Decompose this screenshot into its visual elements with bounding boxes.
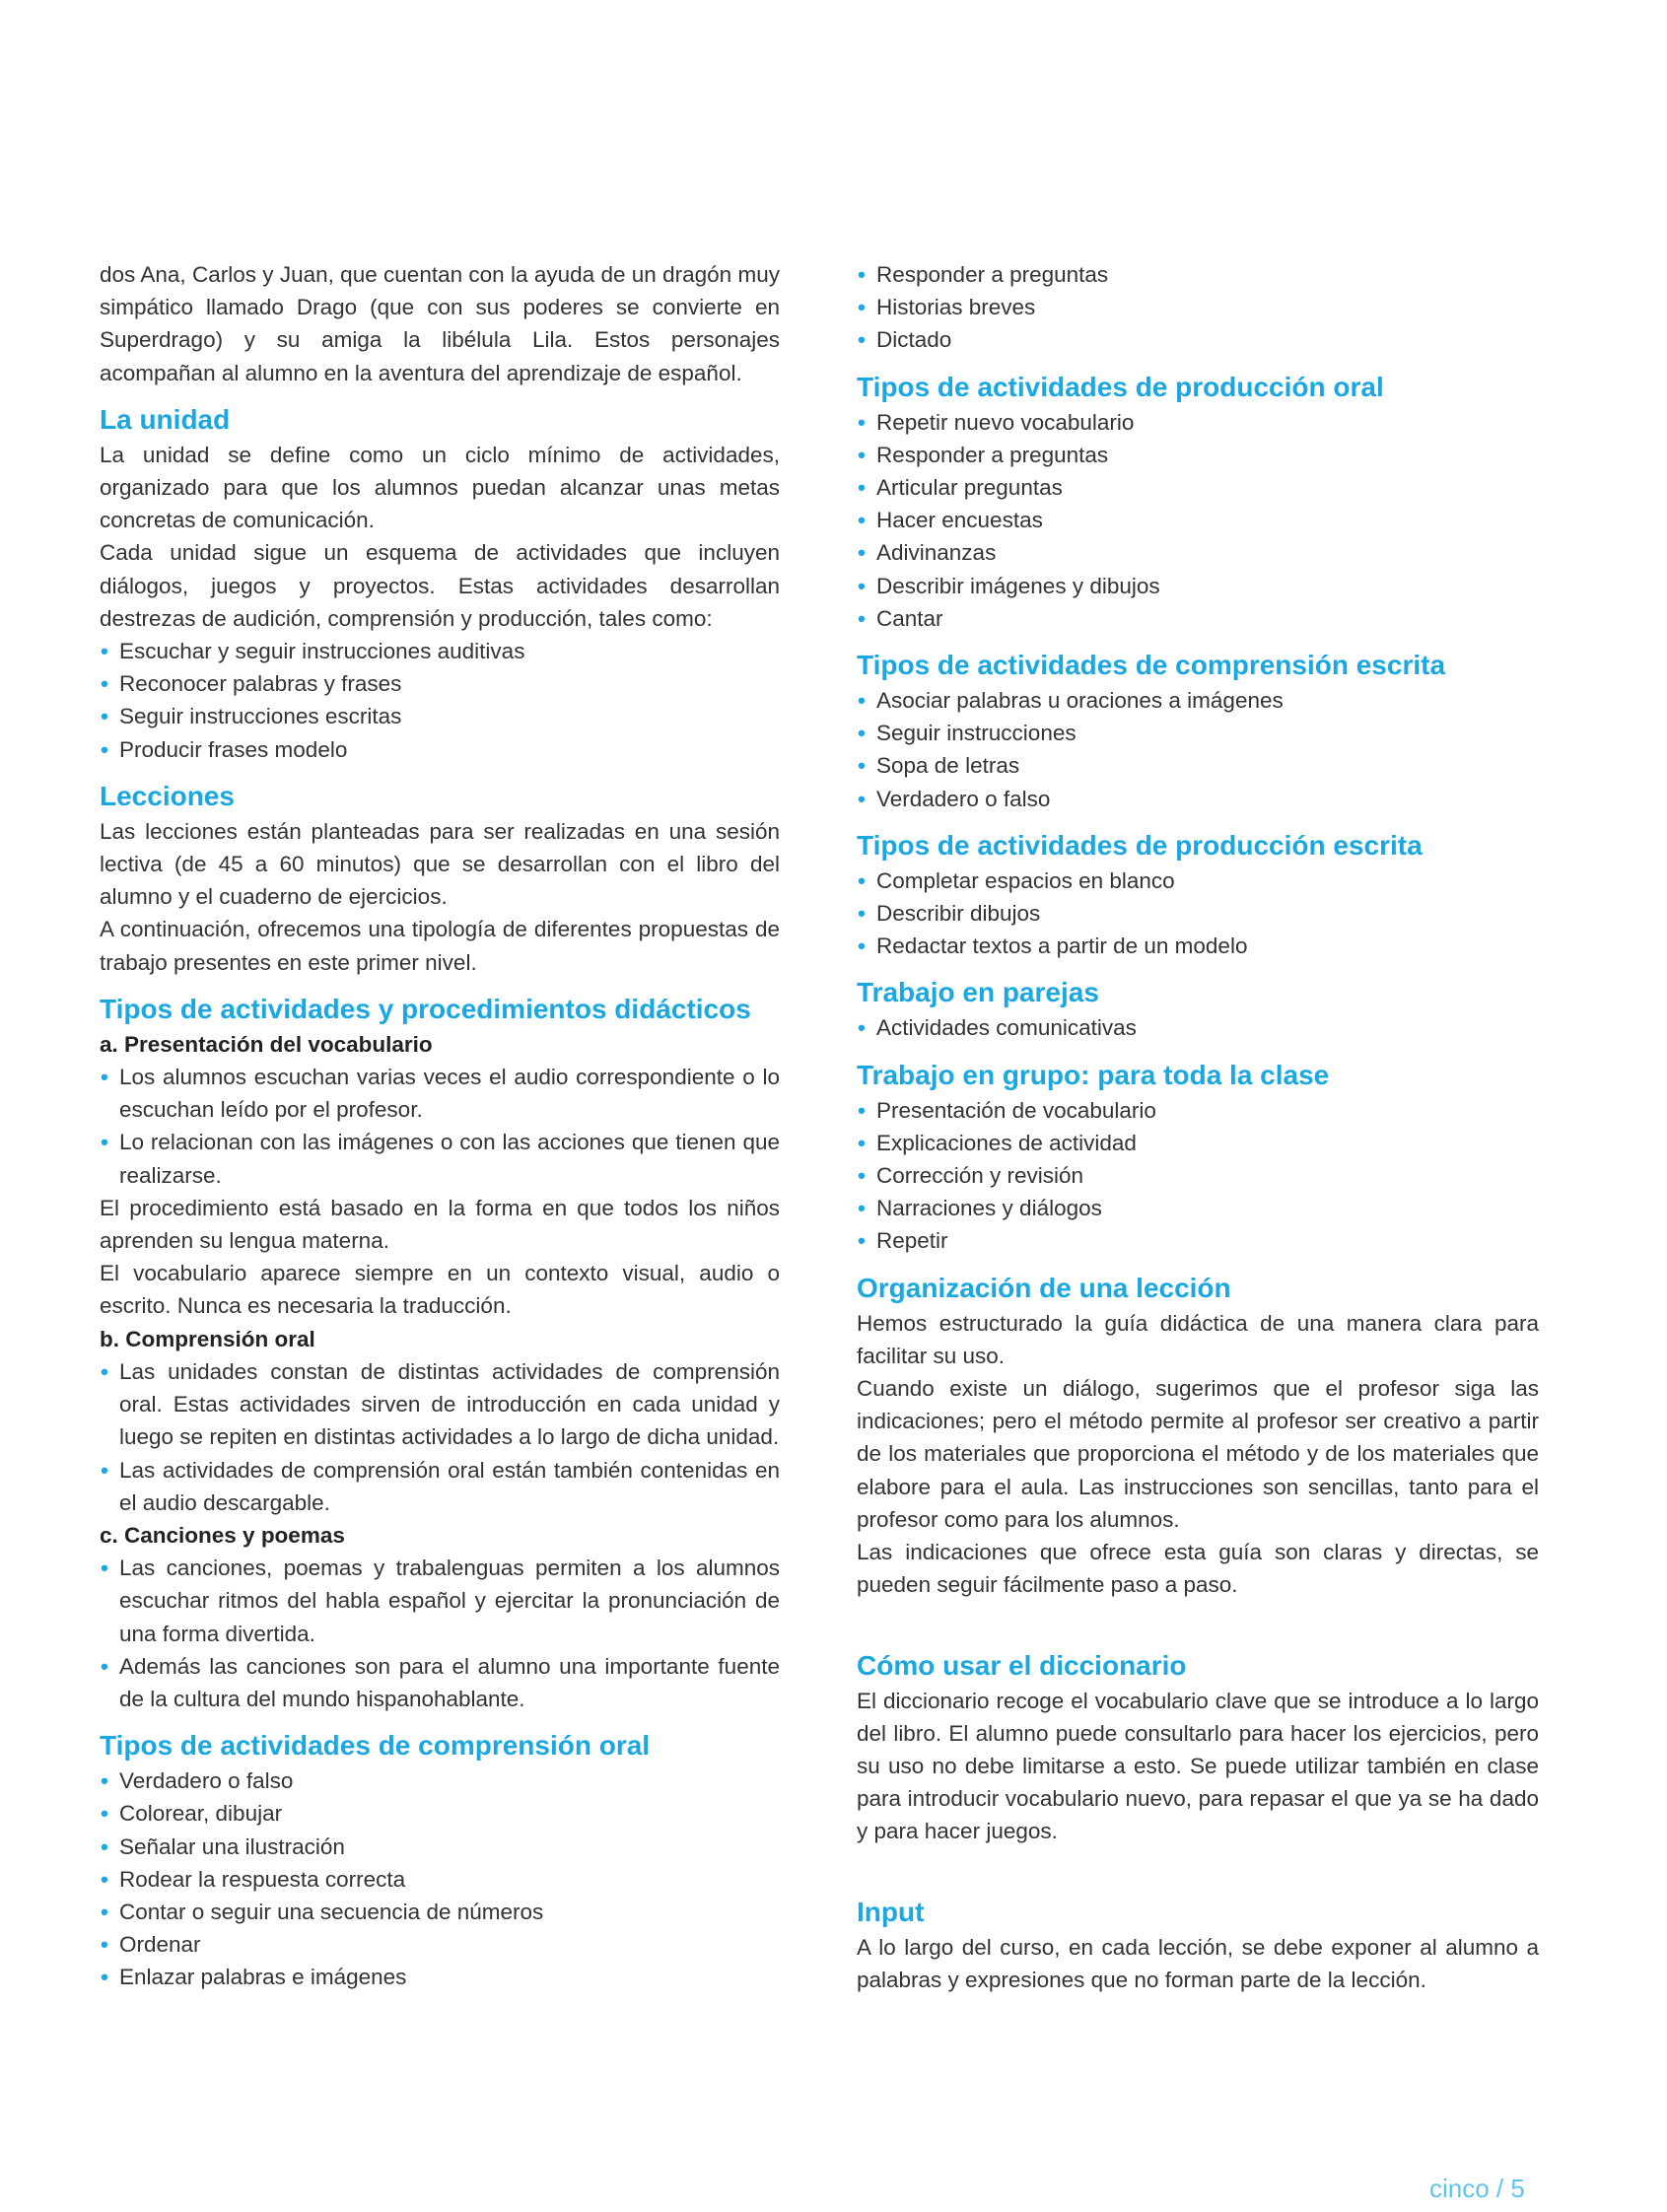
list-item: • Verdadero o falso <box>857 783 1539 815</box>
page-number: cinco / 5 <box>1429 2174 1525 2203</box>
comprension-escrita-list <box>857 684 1539 815</box>
organizacion-paragraph-2: Cuando existe un diálogo, sugerimos que el profesor siga las indicaciones; pero el método permite al profesor ser creativo a partir de los materiales que proporciona el método y de los materiales que elabore para el aula. Las instrucciones son sencillas, tanto para el profesor como para los alumnos. <box>857 1376 1539 1532</box>
heading-tipos-actividades: Tipos de actividades y procedimientos didácticos <box>100 993 751 1024</box>
input-paragraph: A lo largo del curso, en cada lección, se debe exponer al alumno a palabras y expresiones que no forman parte de la lección. <box>857 1934 1539 1992</box>
list-item: • Además las canciones son para el alumno una importante fuente de la cultura del mundo hispanohablante. <box>100 1650 780 1715</box>
list-item: • Actividades comunicativas <box>857 1011 1539 1044</box>
heading-trabajo-parejas: Trabajo en parejas <box>857 977 1099 1008</box>
list-item: • Describir dibujos <box>857 897 1539 930</box>
bullet-icon: • <box>101 704 108 729</box>
bullet-icon: • <box>101 1555 108 1581</box>
bullet-icon: • <box>858 933 866 959</box>
bullet-icon: • <box>101 1932 108 1958</box>
bullet-icon: • <box>101 1833 108 1859</box>
presentacion-paragraph-2: El vocabulario aparece siempre en un contexto visual, audio o escrito. Nunca es necesaria la traducción. <box>100 1261 780 1319</box>
list-item: • Las canciones, poemas y trabalenguas permiten a los alumnos escuchar ritmos del habla español y ejercitar la pronunciación de una forma divertida. <box>100 1552 780 1650</box>
subheading-canciones-poemas: c. Canciones y poemas <box>100 1522 345 1548</box>
bullet-icon: • <box>858 1097 866 1123</box>
list-item: • Ordenar <box>100 1928 780 1961</box>
bullet-icon: • <box>858 295 866 320</box>
left-column <box>100 258 780 1994</box>
bullet-icon: • <box>858 409 866 435</box>
list-item: • Narraciones y diálogos <box>857 1192 1539 1224</box>
bullet-icon: • <box>101 1801 108 1827</box>
list-item: • Hacer encuestas <box>857 504 1539 536</box>
comprension-oral-list <box>100 1764 780 1993</box>
bullet-icon: • <box>101 1065 108 1090</box>
bullet-icon: • <box>858 721 866 746</box>
heading-diccionario: Cómo usar el diccionario <box>857 1649 1187 1681</box>
bullet-icon: • <box>858 1130 866 1155</box>
bullet-icon: • <box>858 753 866 779</box>
subheading-presentacion-vocabulario: a. Presentación del vocabulario <box>100 1031 433 1057</box>
list-item: • Redactar textos a partir de un modelo <box>857 930 1539 962</box>
bullet-icon: • <box>101 1358 108 1384</box>
bullet-icon: • <box>101 1899 108 1924</box>
heading-produccion-escrita: Tipos de actividades de producción escrita <box>857 829 1423 861</box>
diccionario-paragraph: El diccionario recoge el vocabulario clave que se introduce a lo largo del libro. El alumno puede consultarlo para hacer los ejercicios, pero su uso no debe limitarse a esto. Se puede utilizar también en clase para introducir vocabulario nuevo, para repasar el que ya se ha dado y para hacer juegos. <box>857 1688 1539 1844</box>
bullet-icon: • <box>858 540 866 566</box>
bullet-icon: • <box>858 1228 866 1254</box>
list-item: • Presentación de vocabulario <box>857 1094 1539 1127</box>
heading-comprension-oral: Tipos de actividades de comprensión oral <box>100 1730 651 1762</box>
comprension-list <box>100 1355 780 1519</box>
list-item: • Repetir nuevo vocabulario <box>857 406 1539 439</box>
list-item: • Producir frases modelo <box>100 733 780 766</box>
presentacion-paragraph-1: El procedimiento está basado en la forma en que todos los niños aprenden su lengua materna. <box>100 1195 780 1254</box>
heading-organizacion-leccion: Organización de una lección <box>857 1272 1231 1303</box>
bullet-icon: • <box>858 1196 866 1221</box>
list-item: • Los alumnos escuchan varias veces el audio correspondiente o lo escuchan leído por el profesor. <box>100 1061 780 1126</box>
bullet-icon: • <box>101 639 108 664</box>
list-item: • Repetir <box>857 1224 1539 1257</box>
bullet-icon: • <box>101 1457 108 1483</box>
list-item: • Adivinanzas <box>857 536 1539 569</box>
bullet-icon: • <box>858 262 866 287</box>
list-item: • Asociar palabras u oraciones a imágenes <box>857 684 1539 717</box>
bullet-icon: • <box>101 671 108 697</box>
list-item: • Seguir instrucciones escritas <box>100 700 780 732</box>
list-item: • Contar o seguir una secuencia de números <box>100 1896 780 1928</box>
bullet-icon: • <box>101 1653 108 1679</box>
parejas-list <box>857 1011 1539 1044</box>
heading-trabajo-grupo: Trabajo en grupo: para toda la clase <box>857 1059 1330 1090</box>
list-item: • Explicaciones de actividad <box>857 1127 1539 1159</box>
list-item: • Señalar una ilustración <box>100 1831 780 1863</box>
lecciones-paragraph-1: Las lecciones están planteadas para ser realizadas en una sesión lectiva (de 45 a 60 minutos) que se desarrollan con el libro del alumno y el cuaderno de ejercicios. <box>100 818 780 910</box>
list-item: • Escuchar y seguir instrucciones auditivas <box>100 635 780 667</box>
list-item: • Responder a preguntas <box>857 439 1539 471</box>
bullet-icon: • <box>858 327 866 353</box>
unidad-list <box>100 635 780 766</box>
bullet-icon: • <box>858 867 866 893</box>
list-item: • Describir imágenes y dibujos <box>857 570 1539 602</box>
list-item: • Las actividades de comprensión oral están también contenidas en el audio descargable. <box>100 1454 780 1519</box>
right-column <box>857 258 1539 1996</box>
produccion-oral-list <box>857 406 1539 635</box>
bullet-icon: • <box>858 605 866 631</box>
bullet-icon: • <box>101 1130 108 1155</box>
canciones-list <box>100 1552 780 1715</box>
bullet-icon: • <box>858 901 866 927</box>
bullet-icon: • <box>858 508 866 533</box>
bullet-icon: • <box>858 442 866 467</box>
bullet-icon: • <box>858 688 866 714</box>
list-item: • Reconocer palabras y frases <box>100 667 780 700</box>
bullet-icon: • <box>858 786 866 811</box>
list-item: • Cantar <box>857 602 1539 635</box>
organizacion-paragraph-1: Hemos estructurado la guía didáctica de una manera clara para facilitar su uso. <box>857 1310 1539 1368</box>
heading-la-unidad: La unidad <box>100 403 231 435</box>
bullet-icon: • <box>858 1163 866 1189</box>
heading-lecciones: Lecciones <box>100 780 235 811</box>
organizacion-paragraph-3: Las indicaciones que ofrece esta guía son claras y directas, se pueden seguir fácilmente paso a paso. <box>857 1540 1539 1598</box>
bullet-icon: • <box>101 736 108 762</box>
list-item: • Articular preguntas <box>857 471 1539 504</box>
list-item: • Las unidades constan de distintas actividades de comprensión oral. Estas actividades sirven de introducción en cada unidad y luego se repiten en distintas actividades a lo largo de dicha unidad. <box>100 1355 780 1454</box>
list-item: • Dictado <box>857 323 1539 356</box>
heading-input: Input <box>857 1896 925 1927</box>
list-item: • Enlazar palabras e imágenes <box>100 1961 780 1993</box>
section-spacer <box>857 1602 1539 1635</box>
list-item: • Completar espacios en blanco <box>857 864 1539 897</box>
heading-produccion-oral: Tipos de actividades de producción oral <box>857 371 1384 402</box>
section-spacer <box>857 1848 1539 1882</box>
list-item: • Corrección y revisión <box>857 1159 1539 1192</box>
intro-paragraph: dos Ana, Carlos y Juan, que cuentan con la ayuda de un dragón muy simpático llamado Drago (que con sus poderes se convierte en Superdrago) y su amiga la libélula Lila. Estos personajes acompañan al alumno en la aventura del aprendizaje de español. <box>100 262 780 385</box>
list-item: • Historias breves <box>857 291 1539 323</box>
presentacion-list <box>100 1061 780 1192</box>
bullet-icon: • <box>101 1866 108 1892</box>
unidad-paragraph-1: La unidad se define como un ciclo mínimo de actividades, organizado para que los alumnos puedan alcanzar unas metas concretas de comunicación. <box>100 442 780 533</box>
produccion-escrita-list <box>857 864 1539 963</box>
list-item: • Verdadero o falso <box>100 1764 780 1797</box>
grupo-list <box>857 1094 1539 1258</box>
bullet-icon: • <box>101 1768 108 1794</box>
list-item: • Sopa de letras <box>857 749 1539 782</box>
bullet-icon: • <box>858 573 866 598</box>
bullet-icon: • <box>858 1015 866 1041</box>
bullet-icon: • <box>101 1965 108 1990</box>
list-item: • Responder a preguntas <box>857 258 1539 291</box>
heading-comprension-escrita: Tipos de actividades de comprensión escrita <box>857 650 1446 681</box>
bullet-icon: • <box>858 475 866 501</box>
list-item: • Rodear la respuesta correcta <box>100 1863 780 1896</box>
lecciones-paragraph-2: A continuación, ofrecemos una tipología de diferentes propuestas de trabajo presentes en este primer nivel. <box>100 917 780 975</box>
list-item: • Lo relacionan con las imágenes o con las acciones que tienen que realizarse. <box>100 1126 780 1191</box>
list-item: • Colorear, dibujar <box>100 1797 780 1830</box>
subheading-comprension-oral: b. Comprensión oral <box>100 1326 315 1351</box>
unidad-paragraph-2: Cada unidad sigue un esquema de actividades que incluyen diálogos, juegos y proyectos. Estas actividades desarrollan destrezas de audición, comprensión y producción, tales como: <box>100 540 780 631</box>
list-item: • Seguir instrucciones <box>857 717 1539 749</box>
continued-list <box>857 258 1539 357</box>
